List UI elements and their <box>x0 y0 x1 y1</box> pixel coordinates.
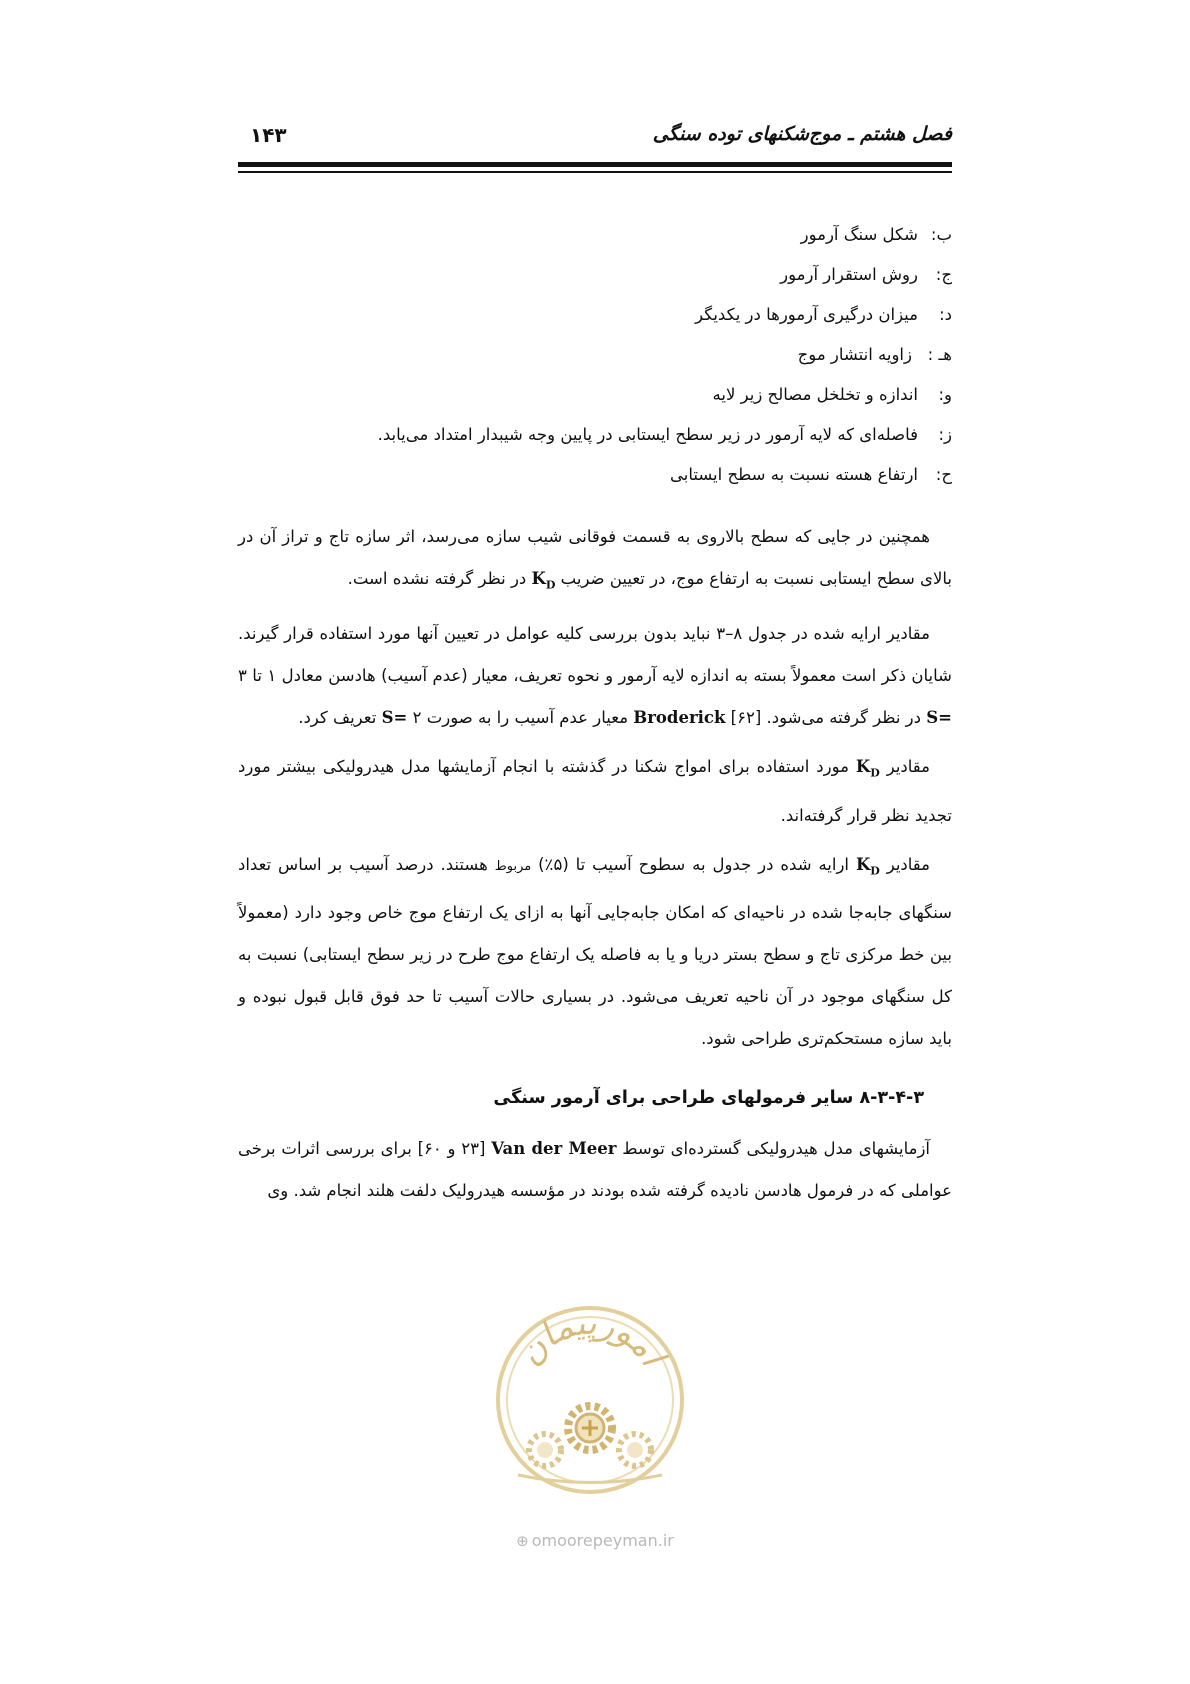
symbol-k: K <box>855 854 871 874</box>
list-marker: د: <box>939 305 952 324</box>
text-run: مقادیر <box>879 757 930 777</box>
text-run: [۶۲] معیار عدم آسیب را به صورت ۲ <box>407 708 762 728</box>
paragraph-van-der-meer <box>238 1128 952 1212</box>
symbol-d-subscript: D <box>870 863 880 877</box>
text-run: ارایه شده در جدول به سطوح آسیب تا (۵٪) <box>531 854 856 874</box>
list-marker: هـ : <box>927 345 952 364</box>
text-run: در نظر گرفته نشده است. <box>347 569 532 588</box>
symbol-k: K <box>855 757 871 777</box>
text-run: همچنین در جایی که سطح بالاروی به قسمت فوقانی شیب سازه می‌رسد، اثر سازه تاج و تراز آن در بالای سطح ایستابی نسبت به ارتفاع موج، در تعیین ضریب <box>238 527 952 588</box>
list-item <box>238 295 952 335</box>
list-text: میزان درگیری آرمورها در یکدیگر <box>695 305 918 324</box>
list-item <box>238 215 952 255</box>
paragraph-breaking-waves <box>238 746 952 836</box>
author-broderick: Broderick <box>633 708 726 728</box>
list-text: زاویه انتشار موج <box>797 345 912 364</box>
kd-symbol <box>531 569 556 592</box>
body-text <box>238 516 952 1219</box>
text-run: هستند. درصد آسیب بر اساس تعداد سنگهای جابه‌جا شده در ناحیه‌ای که امکان جابه‌جایی آنها به ازای یک ارتفاع موج خاص وجود دارد (معمولاً بین خط مرکزی تاج و سطح بستر دریا و یا به فاصله یک ارتفاع موج طرح در زیر سطح ایستابی) نسبت به کل سنگهای موجود در آن ناحیه تعریف می‌شود. در بسیاری حالات آسیب تا حد فوق قابل قبول نبوده و باید سازه مستحکم‌تری طراحی شود. <box>238 854 952 1048</box>
header-rule-thin <box>238 171 952 173</box>
list-marker: ج: <box>935 265 952 284</box>
header-rule-thick <box>238 162 952 167</box>
text-run: مورد استفاده برای امواج شکنا در گذشته با انجام آزمایشها مدل هیدرولیکی بیشتر مورد تجدید نظر قرار گرفته‌اند. <box>238 757 952 825</box>
list-text: ارتفاع هسته نسبت به سطح ایستابی <box>669 465 918 484</box>
symbol-d-subscript: D <box>545 578 556 592</box>
publisher-logo <box>490 1300 690 1500</box>
symbol-d-subscript: D <box>870 766 880 780</box>
paragraph-damage-criteria <box>238 613 952 739</box>
small-text: مربوط <box>494 858 532 874</box>
text-run: تعریف کرد. <box>298 708 382 728</box>
list-item <box>238 455 952 495</box>
section-heading: ۸-۳-۴-۳ سایر فرمولهای طراحی برای آرمور سنگی <box>493 1087 924 1108</box>
author-van-der-meer: Van der Meer <box>491 1138 617 1158</box>
s-equals: S= <box>381 708 408 728</box>
text-run: در نظر گرفته می‌شود. <box>761 708 927 728</box>
list-item <box>238 415 952 455</box>
kd-symbol <box>855 757 880 780</box>
kd-symbol <box>855 854 880 877</box>
text-run: آزمایشهای مدل هیدرولیکی گسترده‌ای توسط <box>616 1138 931 1158</box>
list-marker: ز: <box>938 425 952 444</box>
site-watermark <box>0 1531 1190 1550</box>
gear-icon <box>568 1406 612 1450</box>
list-marker: ب: <box>930 225 952 244</box>
list-item <box>238 335 952 375</box>
list-text: فاصله‌ای که لایه آرمور در زیر سطح ایستابی در پایین وجه شیبدار امتداد می‌یابد. <box>377 425 918 444</box>
text-run: [۲۳ و ۶۰] برای بررسی اثرات برخی عواملی که در فرمول هادسن نادیده گرفته شده بودند در مؤسسه هیدرولیک دلفت هلند انجام شد. وی <box>238 1138 952 1200</box>
text-run: مقادیر <box>879 854 930 874</box>
paragraph-crest-effect <box>238 516 952 606</box>
list-marker: و: <box>938 385 952 404</box>
list-item <box>238 255 952 295</box>
globe-icon: ⊕ <box>516 1532 529 1550</box>
logo-text: امورپیمان <box>509 1302 672 1373</box>
s-equals: S= <box>926 708 952 728</box>
list-text: اندازه و تخلخل مصالح زیر لایه <box>712 385 918 404</box>
symbol-k: K <box>531 569 546 588</box>
factor-list <box>238 215 952 495</box>
list-marker: ح: <box>935 465 952 484</box>
text-run: مقادیر ارایه شده در جدول ۸–۳ نباید بدون بررسی کلیه عوامل در تعیین آنها مورد استفاده قرار گیرند. شایان ذکر است معمولاً بسته به اندازه لایه آرمور و نحوه تعریف، معیار (عدم آسیب) هادسن معادل ۱ تا ۳ <box>238 624 952 686</box>
page-number: ۱۴۳ <box>250 123 287 147</box>
list-item <box>238 375 952 415</box>
paragraph-damage-levels <box>238 844 952 1060</box>
list-text: شکل سنگ آرمور <box>800 225 918 244</box>
list-text: روش استقرار آرمور <box>780 265 918 284</box>
chapter-title: فصل هشتم ـ موج‌شکنهای توده سنگی <box>652 123 952 145</box>
watermark-text: omoorepeyman.ir <box>531 1531 674 1550</box>
